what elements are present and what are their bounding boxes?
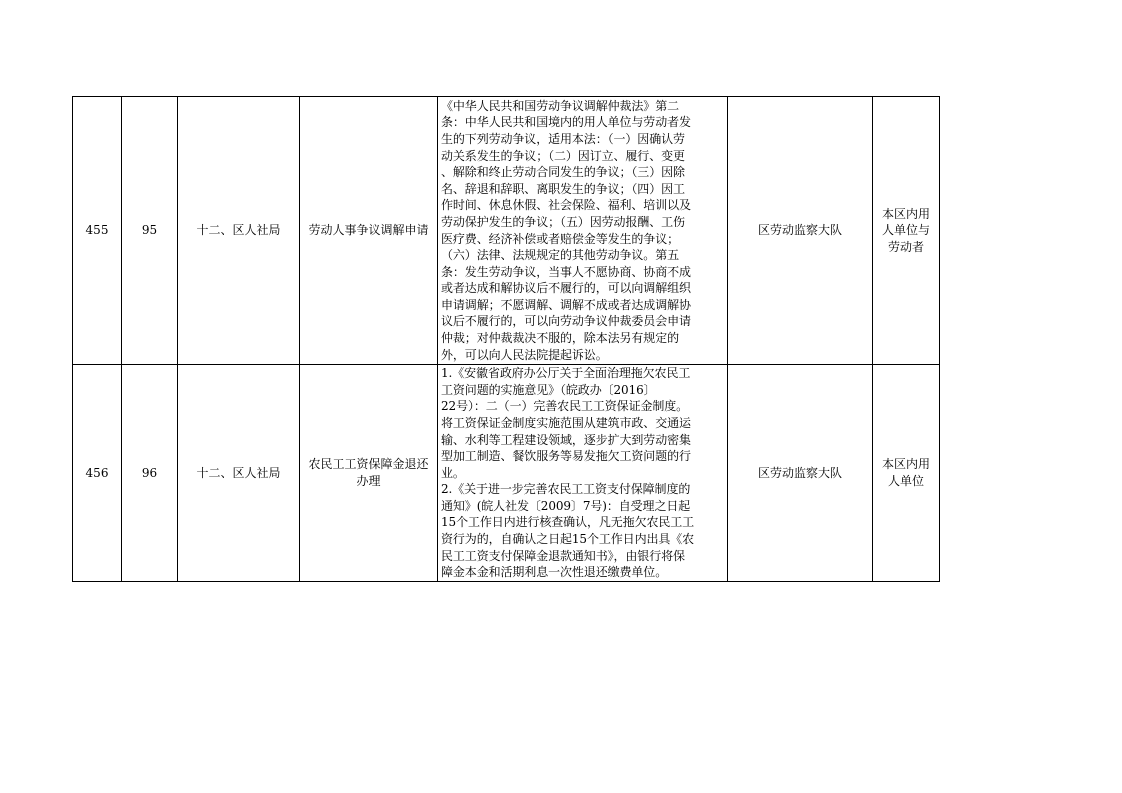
basis-line: 22号）：二（一）完善农民工工资保证金制度。 [441,399,689,414]
basis-line: 条：中华人民共和国境内的用人单位与劳动者发 [441,115,691,130]
basis-line: 通知》(皖人社发〔2009〕7号)：自受理之日起 [441,498,691,513]
sub-seq-cell: 96 [122,365,178,582]
basis-line: 劳动保护发生的争议；（五）因劳动报酬、工伤 [441,214,685,229]
basis-line: 工资问题的实施意见》（皖政办〔2016〕 [441,382,656,397]
basis-line: （六）法律、法规规定的其他劳动争议。第五 [441,248,680,263]
target-line: 人单位 [887,474,924,488]
department-cell: 十二、区人社局 [178,97,300,365]
basis-line: 型加工制造、餐饮服务等易发拖欠工资问题的行 [441,449,691,464]
basis-line: 医疗费、经济补偿或者赔偿金等发生的争议； [441,231,680,246]
legal-basis-cell [438,97,728,365]
table-row [73,365,940,582]
item-name-line: 办理 [356,474,381,488]
item-name-cell: 劳动人事争议调解申请 [300,97,438,365]
target-line: 人单位与 [881,223,930,238]
basis-line: 资行为的，自确认之日起15个工作日内出具《农 [441,532,695,547]
implementing-unit-cell: 区劳动监察大队 [728,365,873,582]
target-line: 本区内用 [881,457,930,472]
basis-line: 作时间、休息休假、社会保险、福利、培训以及 [441,198,691,213]
implementing-unit-cell: 区劳动监察大队 [728,97,873,365]
basis-line: 2.《关于进一步完善农民工工资支付保障制度的 [441,482,691,497]
seq-cell: 455 [73,97,122,365]
basis-line: 议后不履行的，可以向劳动争议仲裁委员会申请 [441,314,691,329]
basis-line: 条：发生劳动争议，当事人不愿协商、协商不成 [441,264,691,279]
department-cell: 十二、区人社局 [178,365,300,582]
table-row [73,97,940,365]
target-line: 劳动者 [887,239,924,254]
basis-line: 名、辞退和辞职、离职发生的争议；（四）因工 [441,181,685,196]
legal-basis-cell [438,365,728,582]
item-name-cell [300,365,438,582]
basis-line: 业。 [441,465,465,480]
basis-line: 障金本金和活期利息一次性退还缴费单位。 [441,565,668,580]
basis-line: 外，可以向人民法院提起诉讼。 [441,347,608,362]
basis-line: 申请调解；不愿调解、调解不成或者达成调解协 [441,297,691,312]
basis-line: 输、水利等工程建设领域，逐步扩大到劳动密集 [441,432,691,447]
basis-line: 或者达成和解协议后不履行的，可以向调解组织 [441,281,691,296]
seq-cell: 456 [73,365,122,582]
basis-line: 仲裁；对仲裁裁决不服的，除本法另有规定的 [441,331,680,346]
basis-line: 、解除和终止劳动合同发生的争议；（三）因除 [441,165,685,180]
sub-seq-cell: 95 [122,97,178,365]
target-cell [873,365,940,582]
basis-line: 1.《安徽省政府办公厅关于全面治理拖欠农民工 [441,366,691,381]
target-line: 本区内用 [881,206,930,221]
target-cell [873,97,940,365]
basis-line: 生的下列劳动争议，适用本法：（一）因确认劳 [441,131,685,146]
basis-line: 动关系发生的争议；（二）因订立、履行、变更 [441,148,685,163]
item-name-line: 农民工工资保障金退还 [308,457,429,472]
basis-line: 将工资保证金制度实施范围从建筑市政、交通运 [441,415,691,430]
approval-items-table [72,96,940,582]
basis-line: 15个工作日内进行核查确认，凡无拖欠农民工工 [441,515,695,530]
basis-line: 《中华人民共和国劳动争议调解仲裁法》第二 [441,98,680,113]
basis-line: 民工工资支付保障金退款通知书》，由银行将保 [441,548,685,563]
